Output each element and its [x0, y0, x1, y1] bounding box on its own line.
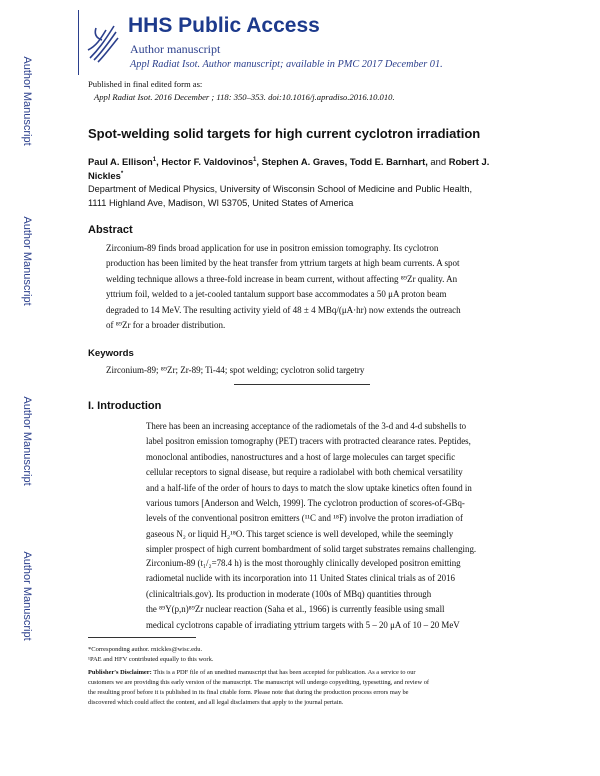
disclaimer-label: Publisher's Disclaimer: [88, 669, 152, 676]
abstract-body: Zirconium-89 finds broad application for use in positron emission tomography. Its cyclotron production has been limited by the heat transfer from yttrium targets at high beam currents. A spot welding technique allows a three-fold increase in beam current, without affecting ⁸⁹Zr quality. An yttrium foil, welded to a jet-cooled tantalum support base accommodates a 50 μA proton beam degraded to 14 MeV. The resulting activity yield of 48 ± 4 MBq/(μA·hr) now extends the outreach of ⁸⁹Zr for a broader distribution. [106, 243, 461, 331]
affiliation-line-2: 1111 Highland Ave, Madison, WI 53705, United States of America [88, 198, 354, 208]
author-list: Paul A. Ellison$^1$, Hector F. Valdovinos$^1$, Stephen A. Graves, Todd E. Barnhart, and Robert J. Nickles* [88, 156, 490, 181]
hhs-public-access-title: HHS Public Access [128, 14, 320, 37]
author-ellison: Paul A. Ellison [88, 156, 153, 167]
published-label: Published in final edited form as: [88, 79, 203, 89]
published-citation: Appl Radiat Isot. 2016 December ; 118: 350–353. doi:10.1016/j.apradiso.2016.10.010. [94, 92, 395, 102]
introduction-paragraph-2: Zirconium-89 (t₁/₂=78.4 h) is the most thoroughly clinically developed positron emitting radiometal nuclide with its incorporation into 11 United States clinical trials as of 2016 (clinicaltrials.gov). Its production in moderate (100s of MBq) quantities through the ⁸⁹Y(p,n)⁸⁹Zr nuclear reaction (Saha et al., 1966) is currently feasible using small medical cyclotrons capable of irradiating yttrium targets with 5 – 20 μA of 10 – 20 MeV [146, 558, 461, 630]
footnote-corresponding: *Corresponding author. rnickles@wisc.edu. [88, 646, 203, 653]
header-divider [78, 10, 79, 75]
keywords-list: Zirconium-89; ⁸⁹Zr; Zr-89; Ti-44; spot welding; cyclotron solid targetry [106, 365, 365, 375]
author-graves: Stephen A. Graves [261, 156, 345, 167]
publisher-disclaimer: Publisher's Disclaimer: This is a PDF file of an unedited manuscript that has been accepted for publication. As a service to our customers we are providing this early version of the manuscript. The manuscript will undergo copyediting, typesetting, and review of the resulting proof before it is published in its final citable form. Please note that during the production process errors may be discovered which could affect the content, and all legal disclaimers that apply to the journal pertain. [88, 669, 430, 706]
hhs-eagle-logo [86, 20, 120, 64]
author-barnhart: Todd E. Barnhart [349, 156, 426, 167]
introduction-heading: I. Introduction [88, 400, 162, 412]
introduction-paragraph-1: There has been an increasing acceptance of the radiometals of the 3-d and 4-d subshells to label positron emission tomography (PET) tracers with protracted clearance rates. Peptides, monoclonal antibodies, nanostructures and a host of large molecules can target specific cellular receptors to signal disease, but require a radiolabel with both chemical versatility and a half-life of the order of hours to days to match the slow uptake kinetics often found in various tumors [Anderson and Welch, 1999]. The cyclotron production of scores-of-GBq- levels of the conventional positron emitters (¹¹C and ¹⁸F) involve the proton irradiation of gaseous N₂ or liquid H₂¹⁸O. This target science is well developed, while the seemingly simpler prospect of high current bombardment of solid target substrates remains challenging. [146, 421, 477, 555]
keywords-rule [234, 384, 370, 385]
side-label-author-manuscript: Author Manuscript [21, 551, 33, 641]
author-manuscript-subtitle: Author manuscript [130, 42, 221, 56]
journal-availability-line: Appl Radiat Isot. Author manuscript; available in PMC 2017 December 01. [130, 59, 443, 70]
side-label-author-manuscript: Author Manuscript [21, 56, 33, 146]
footnote-rule [88, 637, 196, 638]
affiliation-line-1: Department of Medical Physics, University of Wisconsin School of Medicine and Public Health, [88, 184, 472, 194]
author-valdovinos: Hector F. Valdovinos [161, 156, 254, 167]
footnote-equal-contribution: ¹PAE and HFV contributed equally to this work. [88, 656, 214, 663]
keywords-heading: Keywords [88, 348, 134, 359]
side-label-author-manuscript: Author Manuscript [21, 216, 33, 306]
abstract-heading: Abstract [88, 224, 133, 236]
side-label-author-manuscript: Author Manuscript [21, 396, 33, 486]
author-nickles: Robert J. Nickles [88, 156, 490, 181]
article-title: Spot-welding solid targets for high current cyclotron irradiation [88, 126, 481, 141]
